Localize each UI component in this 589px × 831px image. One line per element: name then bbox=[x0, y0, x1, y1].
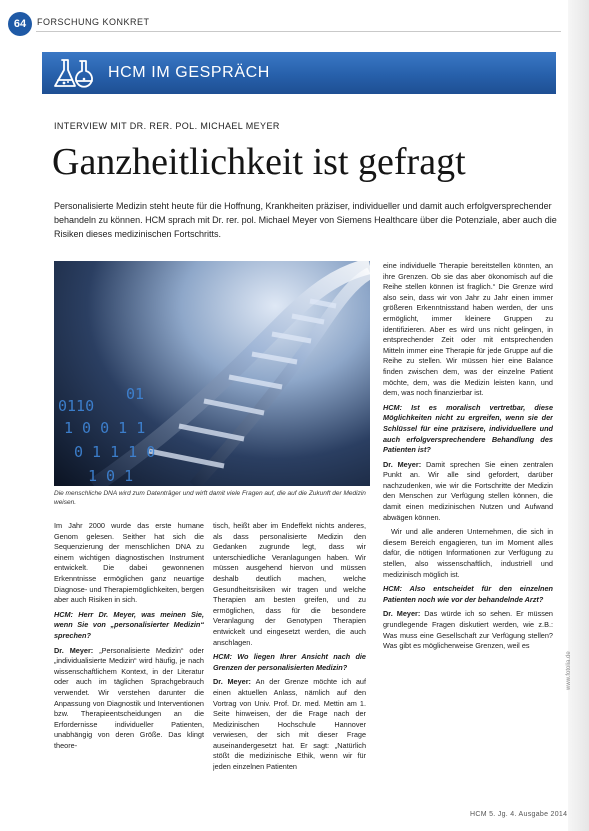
section-banner bbox=[42, 52, 556, 94]
page-edge bbox=[568, 0, 589, 831]
article-column-3 bbox=[383, 261, 553, 821]
speaker-label: Dr. Meyer: bbox=[383, 459, 427, 469]
article-column-1 bbox=[54, 521, 204, 821]
interview-answer: Dr. Meyer: Das würde ich so sehen. Er müssen grundlegende Fragen diskutiert werden, wie z.B.: Was muss eine Gesellschaft zur Verfügung stellen? Was gibt es möglicherweise Grenzen, weil es bbox=[383, 609, 553, 651]
body-paragraph: tisch, heißt aber im Endeffekt nichts anderes, als dass personalisierte Medizin den Gedanken zugrunde legt, dass wir unterschiedliche Veranlagungen haben. Wir müssen ausgehend hiervon und müssen deshalb deutlich machen, welche Gesundheitsrisiken wir tragen und welche Therapien am besten greifen, und zu ermöglichen, dass für die besondere Veranlagung der Genotypen Therapien entwickelt und eingesetzt werden, die auch anschlagen. bbox=[213, 521, 366, 647]
interview-kicker: INTERVIEW MIT DR. RER. POL. MICHAEL MEYER bbox=[54, 121, 280, 131]
speaker-label: Dr. Meyer: bbox=[54, 645, 100, 655]
interview-question: HCM: Ist es moralisch vertretbar, diese Möglichkeiten nicht zu ergreifen, wenn sie der Schlüssel für eine präzisere, individuellere und auch erfolgversprechendere Behandlung des Patienten ist? bbox=[383, 402, 553, 455]
interview-answer: Dr. Meyer: An der Grenze möchte ich auf einen aktuellen Anlass, nämlich auf den Vortrag von Univ. Prof. Dr. med. Mettin am 1. Seite hinweisen, der die Frage nach der Medizinischen Hochschule Hannover verwiesen, der sich mit dieser Frage auseinandergesetzt hat. Er sagt: „Natürlich stößt die medizinische Ethik, wenn wir für jeden einzelnen Patienten bbox=[213, 677, 366, 772]
body-paragraph: eine individuelle Therapie bereitstellen könnten, an ihre Grenzen. Ob sie das aber ökonomisch auf die Reihe stellen können ist fraglich.“ Die Grenze wird also sein, dass wir von Jahr zu Jahr einen immer größeren Erkenntnisstand haben werden, der uns ermöglicht, immer kleinere Gruppen zu identifizieren. Aber es wird uns nicht gelingen, in entsprechender Zeit oder mit entsprechenden Mitteln immer eine Therapie für jede Gruppe auf die Reihe zu stellen. Wir müssen hier eine Balance finden zwischen dem, was der einzelne Patient möchte, dem, was die Medizin leisten kann, und dem, was noch finanzierbar ist. bbox=[383, 261, 553, 398]
banner-title: HCM IM GESPRÄCH bbox=[108, 64, 270, 81]
body-paragraph: Wir und alle anderen Unternehmen, die sich in diesem Bereich engagieren, tun im Moment alles dafür, die nötigen Informationen zur Verfügung zu stellen, also wissenschaftlich, industriell und medizinisch möglich ist. bbox=[383, 527, 553, 579]
section-label: FORSCHUNG KONKRET bbox=[37, 17, 150, 27]
photo-caption: Die menschliche DNA wird zum Datenträger und wirft damit viele Fragen auf, die auf die Zukunft der Medizin weisen. bbox=[54, 490, 366, 506]
svg-text:1 0 0 1 1: 1 0 0 1 1 bbox=[64, 419, 146, 437]
dna-data-photo bbox=[54, 261, 370, 486]
svg-text:0110: 0110 bbox=[58, 397, 95, 415]
article-headline: Ganzheitlichkeit ist gefragt bbox=[52, 141, 466, 183]
page-number-badge: 64 bbox=[8, 12, 32, 36]
article-column-2 bbox=[213, 521, 366, 821]
lab-flask-icon bbox=[52, 55, 96, 91]
interview-question: HCM: Wo liegen Ihrer Ansicht nach die Grenzen der personalisierten Medizin? bbox=[213, 652, 366, 672]
photo-credit: www.fotolia.de bbox=[566, 651, 572, 690]
interview-answer: Dr. Meyer: „Personalisierte Medizin“ oder „individualisierte Medizin“ wird häufig, je nach wissenschaftlichem Kontext, in der Literatur oder auch im täglichen Sprachgebrauch verwendet. Wir verstehen darunter die Anpassung von Diagnostik und Interventionen bzw. Therapieentscheidungen an die Erfordernisse individueller Patienten, unabhängig von deren Größe. Das klingt theore- bbox=[54, 645, 204, 750]
svg-text:0 1 1 1 0: 0 1 1 1 0 bbox=[74, 443, 156, 461]
dna-helix-illustration bbox=[54, 261, 370, 486]
header-rule bbox=[36, 31, 561, 32]
interview-question: HCM: Herr Dr. Meyer, was meinen Sie, wenn Sie von „personalisierter Medizin“ sprechen? bbox=[54, 609, 204, 640]
interview-answer: Dr. Meyer: Damit sprechen Sie einen zentralen Punkt an. Wir alle sind gefordert, darüber nachzudenken, wie wir die Fortschritte der Medizin den Menschen zur Verfügung stellen können, die damit einen medizinischen Nutzen und Aufwand abwägen können. bbox=[383, 459, 553, 522]
body-paragraph: Im Jahr 2000 wurde das erste humane Genom gelesen. Seither hat sich die Sequenzierung der menschlichen DNA zu einem wichtigen diagnostischen Instrument entwickelt. Die dabei gewonnenen Erkenntnisse ermöglichen ganz neuartige Diagnose- und Therapiemöglichkeiten, bergen aber auch Risiken in sich. bbox=[54, 521, 204, 605]
svg-text:01: 01 bbox=[126, 385, 145, 403]
speaker-label: Dr. Meyer: bbox=[383, 609, 425, 619]
interview-question: HCM: Also entscheidet für den einzelnen Patienten noch wie vor der behandelnde Arzt? bbox=[383, 584, 553, 604]
svg-text:1 0 1: 1 0 1 bbox=[88, 467, 134, 485]
issue-footer: HCM 5. Jg. 4. Ausgabe 2014 bbox=[470, 811, 568, 818]
speaker-label: Dr. Meyer: bbox=[213, 677, 256, 687]
article-intro: Personalisierte Medizin steht heute für die Hoffnung, Krankheiten präziser, individueller und damit auch erfolgversprechender behandeln zu können. HCM sprach mit Dr. rer. pol. Michael Meyer von Siemens Healthcare über die Potenziale, aber auch die Risiken dieses medizinischen Fortschritts. bbox=[54, 201, 557, 239]
